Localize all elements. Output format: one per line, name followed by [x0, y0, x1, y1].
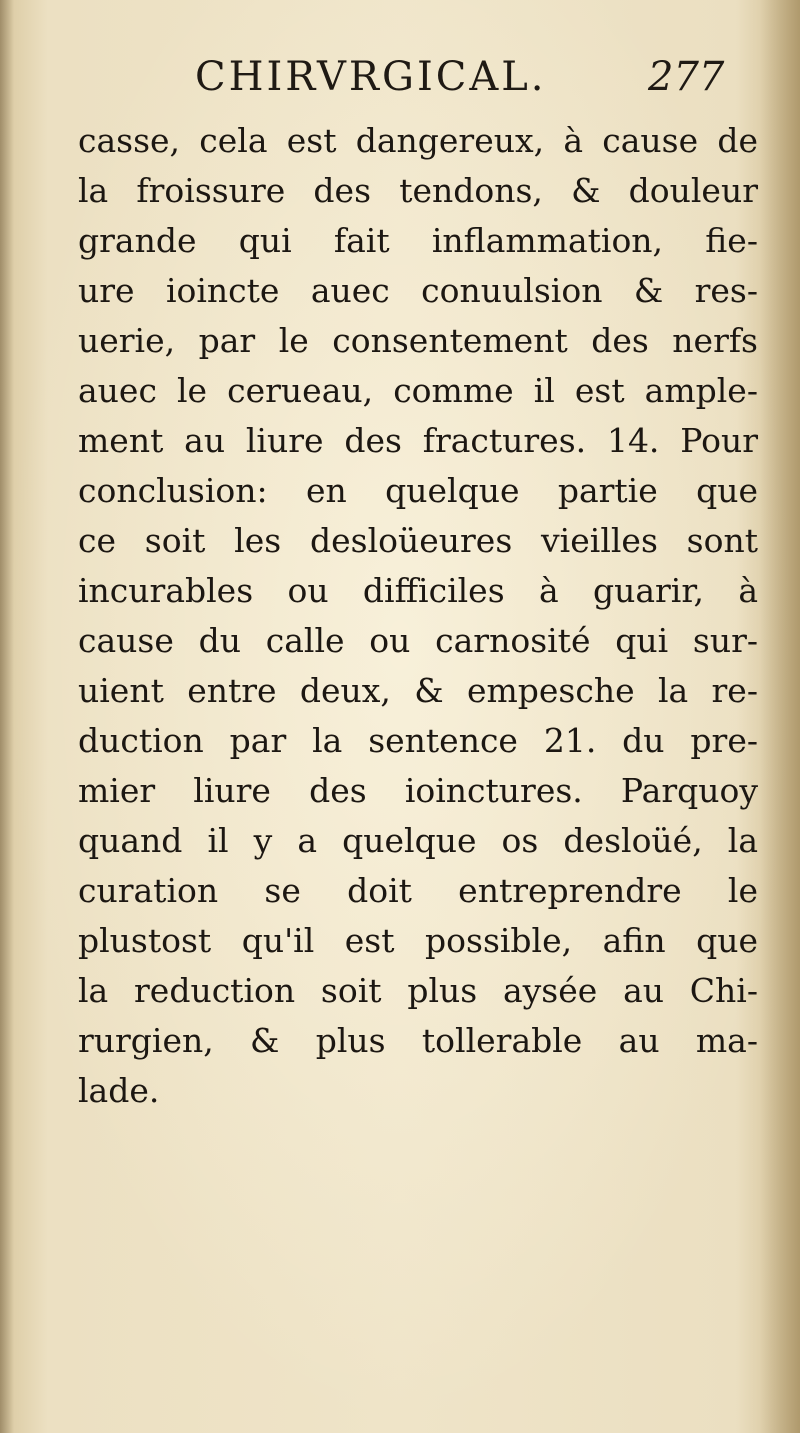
body-text — [78, 116, 758, 1116]
text-line: auec le cerueau, comme il est ample- — [78, 371, 758, 410]
text-line: rurgien, & plus tollerable au ma- — [78, 1021, 758, 1060]
page-edge-shading — [760, 0, 800, 1433]
text-line: ment au liure des fractures. 14. Pour — [78, 421, 758, 460]
text-line: uient entre deux, & empesche la re- — [78, 671, 758, 710]
text-line: cause du calle ou carnosité qui sur- — [78, 621, 758, 660]
text-line: ce soit les desloüeures vieilles sont — [78, 521, 758, 560]
text-line: ure ioincte auec conuulsion & res- — [78, 271, 758, 310]
text-line: la reduction soit plus aysée au Chi- — [78, 971, 758, 1010]
text-line: grande qui fait inflammation, fie- — [78, 221, 758, 260]
text-line: uerie, par le consentement des nerfs — [78, 321, 758, 360]
text-line: lade. — [78, 1071, 160, 1110]
text-line: mier liure des ioinctures. Parquoy — [78, 771, 758, 810]
text-line: plustost qu'il est possible, afin que — [78, 921, 758, 960]
page-header — [0, 48, 800, 108]
text-line: quand il y a quelque os desloüé, la — [78, 821, 758, 860]
page-number: 277 — [648, 54, 725, 100]
text-line: casse, cela est dangereux, à cause de — [78, 121, 758, 160]
text-line: conclusion: en quelque partie que — [78, 471, 758, 510]
text-line: curation se doit entreprendre le — [78, 871, 758, 910]
text-line: la froissure des tendons, & douleur — [78, 171, 758, 210]
running-head: CHIRVRGICAL. — [195, 54, 547, 100]
binding-shadow — [0, 0, 14, 1433]
text-line: duction par la sentence 21. du pre- — [78, 721, 758, 760]
text-line: incurables ou difficiles à guarir, à — [78, 571, 758, 610]
